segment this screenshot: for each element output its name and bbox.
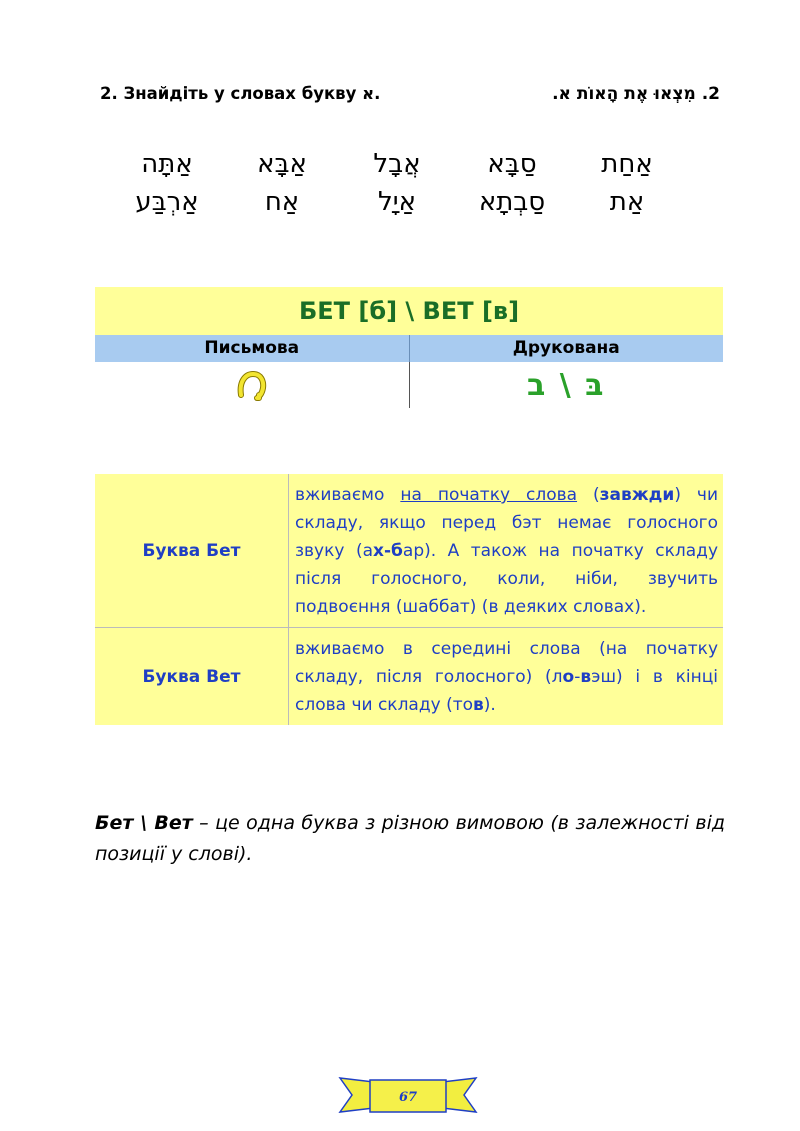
printed-cell	[410, 362, 724, 408]
handwritten-bet-icon	[235, 368, 269, 402]
page-number-ribbon	[338, 1072, 478, 1118]
rules-table	[95, 474, 723, 725]
task-heading	[100, 84, 720, 112]
rule-text: вживаємо в середині слова (на початку складу, після голосного) (ло-вэш) і в кінці слова чи складу (тов).	[295, 639, 718, 715]
word: אַחַת	[601, 149, 653, 179]
bet-table-body	[95, 362, 723, 408]
word-row-2	[112, 183, 682, 221]
col-printed: Друкована	[512, 338, 620, 358]
note-bold: Бет \ Вет	[95, 812, 193, 834]
word: סַבְתָא	[478, 187, 546, 217]
word: אֲבָל	[373, 149, 421, 179]
bet-table-title: БЕТ [б] \ ВЕТ [в]	[95, 287, 723, 335]
word: אַת	[609, 187, 645, 217]
word-row-1	[112, 145, 682, 183]
note-paragraph	[95, 808, 725, 870]
word: אַתָּה	[141, 149, 193, 179]
printed-letters: בּ \ ב	[527, 367, 606, 403]
word: אַבָּא	[257, 149, 307, 179]
task-ukrainian: 2. Знайдіть у словах букву א.	[100, 84, 381, 103]
task-hebrew: 2. מִצְאוּ אֶת הָאוֹת א.	[552, 84, 720, 104]
handwritten-cell	[95, 362, 410, 408]
rule-row-vet	[95, 628, 723, 725]
word: אַח	[264, 187, 300, 217]
bet-table-header	[95, 335, 723, 362]
word: אַרְבַּע	[135, 187, 199, 217]
rule-name: Буква Бет	[95, 474, 289, 627]
col-handwritten: Письмова	[95, 335, 410, 362]
rule-row-bet	[95, 474, 723, 628]
rule-name: Буква Вет	[95, 628, 289, 725]
word-grid	[112, 145, 682, 221]
ribbon-icon	[338, 1072, 478, 1118]
word: אַיָל	[378, 187, 416, 217]
word: סַבָּא	[487, 149, 537, 179]
page-number: 67	[398, 1090, 418, 1105]
rule-text: вживаємо на початку слова (завжди) чи складу, якщо перед бэт немає голосного звуку (ах-бар). А також на початку складу після голосного, коли, ніби, звучить подвоєння (шаббат) (в деяких словах).	[295, 485, 718, 617]
note-text: – це одна буква з різною вимовою (в залежності від позиції у слові).	[95, 812, 725, 865]
